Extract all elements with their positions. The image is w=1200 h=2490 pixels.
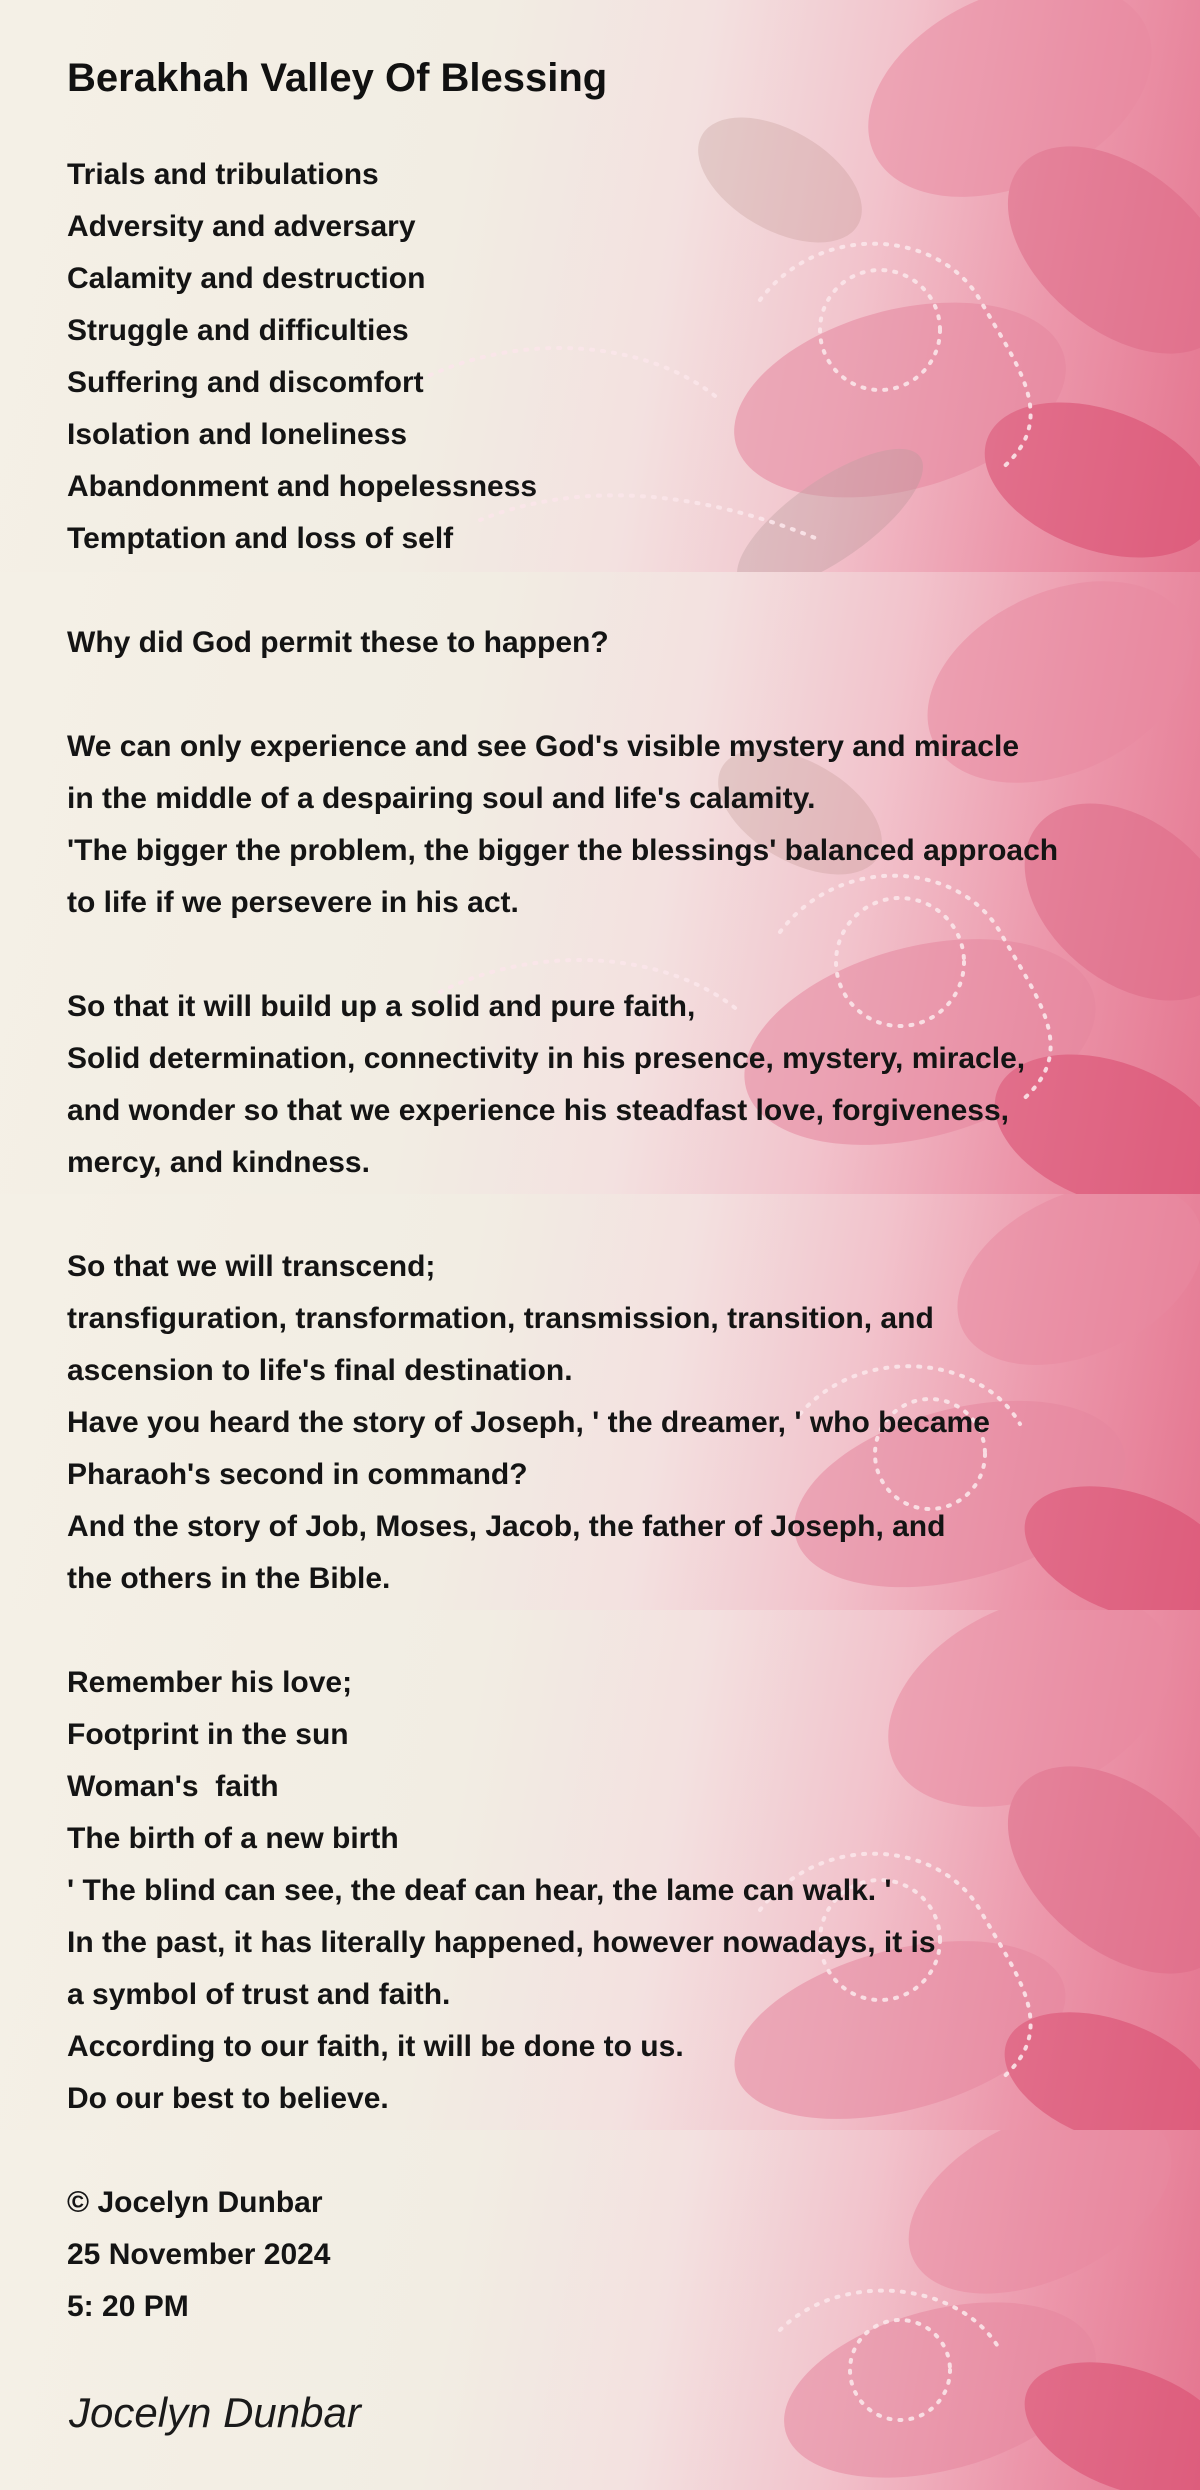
poem-line: Have you heard the story of Joseph, ' the dreamer, ' who became: [67, 1406, 990, 1439]
poem-line: Struggle and difficulties: [67, 314, 409, 347]
author-signature: Jocelyn Dunbar: [69, 2389, 361, 2436]
copyright-block: [67, 2177, 331, 2333]
poem-line: Do our best to believe.: [67, 2082, 389, 2115]
poem-line: According to our faith, it will be done to us.: [67, 2030, 684, 2063]
stanza: [67, 149, 537, 565]
poem-line: So that we will transcend;: [67, 1250, 436, 1283]
stanza: [67, 1241, 990, 1605]
poem-line: Remember his love;: [67, 1666, 353, 1699]
poem-line: Temptation and loss of self: [67, 522, 454, 555]
poem-line: 'The bigger the problem, the bigger the blessings' balanced approach: [67, 834, 1059, 867]
poem-line: Isolation and loneliness: [67, 418, 408, 451]
poem-line: to life if we persevere in his act.: [67, 886, 519, 919]
poem-line: Adversity and adversary: [67, 210, 416, 243]
poem-line: In the past, it has literally happened, however nowadays, it is: [67, 1926, 936, 1959]
date-line: 25 November 2024: [67, 2238, 331, 2271]
poem-line: transfiguration, transformation, transmission, transition, and: [67, 1302, 934, 1335]
poem-line: And the story of Job, Moses, Jacob, the father of Joseph, and: [67, 1510, 946, 1543]
poem-line: So that it will build up a solid and pure faith,: [67, 990, 696, 1023]
copyright-line: © Jocelyn Dunbar: [67, 2186, 323, 2219]
poem-line: Footprint in the sun: [67, 1718, 349, 1751]
poem-line: Suffering and discomfort: [67, 366, 424, 399]
poem-line: Abandonment and hopelessness: [67, 470, 538, 503]
poem-line: The birth of a new birth: [67, 1822, 399, 1855]
stanza: [67, 721, 1058, 929]
poem-line: ascension to life's final destination.: [67, 1354, 573, 1387]
poem-line: We can only experience and see God's visible mystery and miracle: [67, 730, 1020, 763]
time-line: 5: 20 PM: [67, 2290, 189, 2323]
stanza: [67, 1657, 936, 2125]
poem-line: the others in the Bible.: [67, 1562, 391, 1595]
poem-line: ' The blind can see, the deaf can hear, the lame can walk. ': [67, 1874, 892, 1907]
poem-line: Pharaoh's second in command?: [67, 1458, 528, 1491]
stanza: [67, 617, 609, 669]
poem-line: a symbol of trust and faith.: [67, 1978, 451, 2011]
poem-line: Trials and tribulations: [67, 158, 379, 191]
poem-line: Calamity and destruction: [67, 262, 426, 295]
poem-line: Solid determination, connectivity in his presence, mystery, miracle,: [67, 1042, 1026, 1075]
poem-line: in the middle of a despairing soul and life's calamity.: [67, 782, 816, 815]
poem-line: Why did God permit these to happen?: [67, 626, 609, 659]
poem-line: mercy, and kindness.: [67, 1146, 370, 1179]
stanza: [67, 981, 1025, 1189]
poem-line: and wonder so that we experience his steadfast love, forgiveness,: [67, 1094, 1009, 1127]
poem-title: Berakhah Valley Of Blessing: [67, 56, 608, 100]
poem-line: Woman's faith: [67, 1770, 279, 1803]
